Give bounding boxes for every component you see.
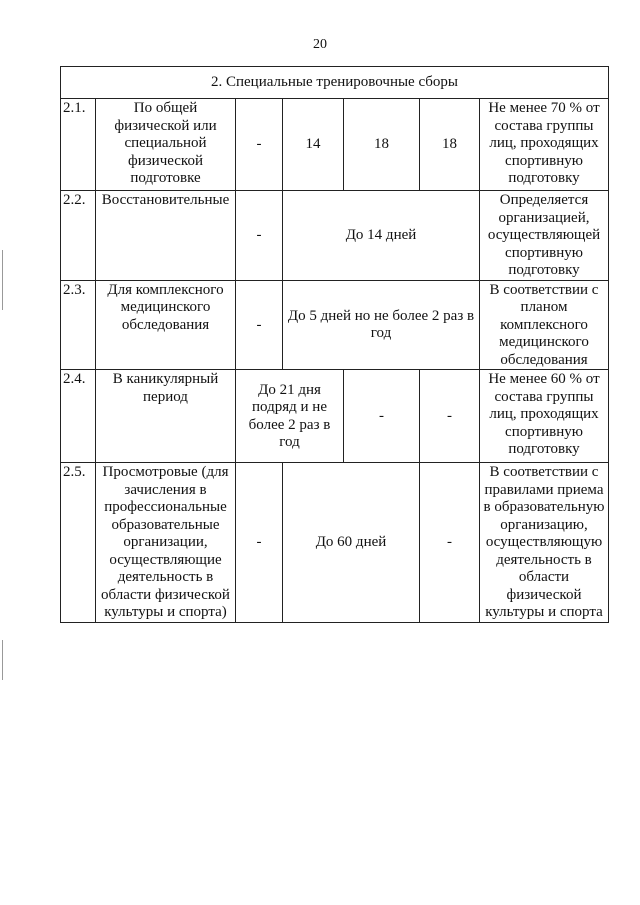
row-number: 2.3. xyxy=(61,280,96,370)
value-cell: - xyxy=(236,99,283,191)
camp-type: Просмотровые (для зачисления в профессиональные образовательные организации, осуществляющие деятельность в области физической культуры и спорта) xyxy=(96,463,236,623)
training-camps-table xyxy=(60,66,609,623)
value-cell: 14 xyxy=(283,99,344,191)
camp-type: Для комплексного медицинского обследования xyxy=(96,280,236,370)
merged-value-cell: До 5 дней но не более 2 раз в год xyxy=(283,280,480,370)
merged-value-cell: До 60 дней xyxy=(283,463,420,623)
scan-edge-line xyxy=(2,640,3,680)
note-cell: Определяется организацией, осуществляющей спортивную подготовку xyxy=(480,191,609,281)
value-cell: 18 xyxy=(344,99,420,191)
row-number: 2.2. xyxy=(61,191,96,281)
table-row xyxy=(61,463,609,623)
camp-type: В каникулярный период xyxy=(96,370,236,463)
value-cell: - xyxy=(420,370,480,463)
scan-edge-line xyxy=(2,250,3,310)
table-row xyxy=(61,99,609,191)
section-title: 2. Специальные тренировочные сборы xyxy=(61,67,609,99)
value-cell: - xyxy=(236,280,283,370)
row-number: 2.1. xyxy=(61,99,96,191)
row-number: 2.4. xyxy=(61,370,96,463)
note-cell: Не менее 60 % от состава группы лиц, проходящих спортивную подготовку xyxy=(480,370,609,463)
note-cell: В соответствии с планом комплексного медицинского обследования xyxy=(480,280,609,370)
merged-value-cell: До 14 дней xyxy=(283,191,480,281)
note-cell: Не менее 70 % от состава группы лиц, проходящих спортивную подготовку xyxy=(480,99,609,191)
value-cell: - xyxy=(236,191,283,281)
note-cell: В соответствии с правилами приема в образовательную организацию, осуществляющую деятельность в области физической культуры и спорта xyxy=(480,463,609,623)
value-cell: 18 xyxy=(420,99,480,191)
merged-value-cell: До 21 дня подряд и не более 2 раз в год xyxy=(236,370,344,463)
camp-type: Восстановительные xyxy=(96,191,236,281)
table-row xyxy=(61,280,609,370)
table-row xyxy=(61,191,609,281)
value-cell: - xyxy=(420,463,480,623)
camp-type: По общей физической или специальной физической подготовке xyxy=(96,99,236,191)
value-cell: - xyxy=(344,370,420,463)
value-cell: - xyxy=(236,463,283,623)
page-number: 20 xyxy=(313,37,327,52)
row-number: 2.5. xyxy=(61,463,96,623)
section-title-row xyxy=(61,67,609,99)
table-row xyxy=(61,370,609,463)
